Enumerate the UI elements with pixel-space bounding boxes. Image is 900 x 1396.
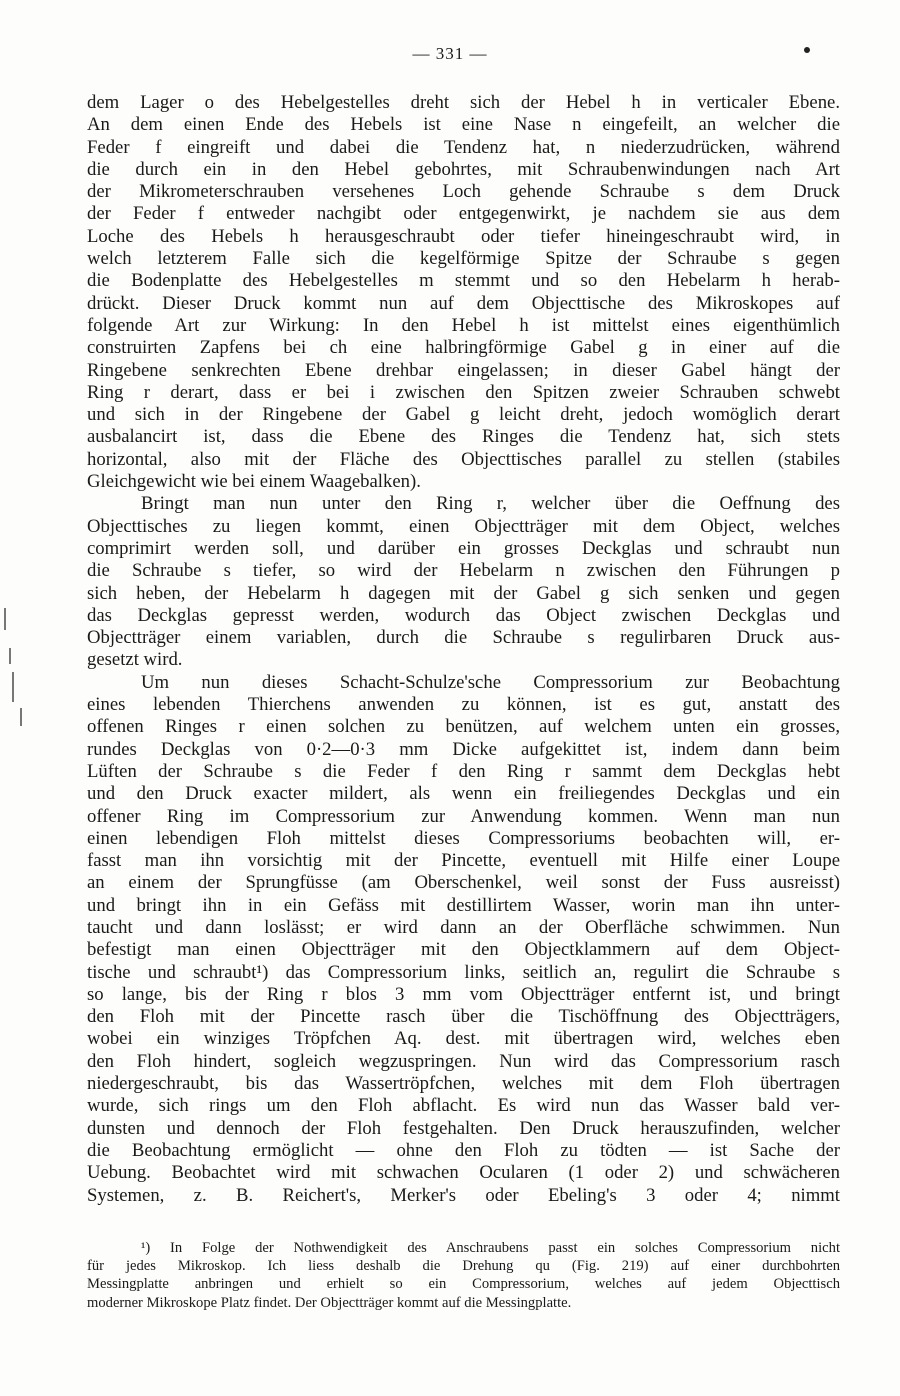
text-line: den Floh hindert, sogleich wegzuspringen. Nun wird das Compressorium rasch <box>87 1050 840 1072</box>
text-line: Ringebene senkrechten Ebene drehbar eingelassen; in dieser Gabel hängt der <box>87 359 840 381</box>
text-line: und sich in der Ringebene der Gabel g leicht dreht, jedoch womöglich derart <box>87 404 840 426</box>
text-line: befestigt man einen Objectträger mit den Objectklammern auf dem Object- <box>87 939 840 961</box>
text-line: Um nun dieses Schacht-Schulze'sche Compressorium zur Beobachtung <box>141 671 840 693</box>
text-line: dunsten und dennoch der Floh festgehalten. Den Druck herauszufinden, welcher <box>87 1117 840 1139</box>
text-line: sich heben, der Hebelarm h dagegen mit der Gabel g sich senken und gegen <box>87 582 840 604</box>
text-line: das Deckglas gepresst werden, wodurch das Object zwischen Deckglas und <box>87 604 840 626</box>
text-line: Bringt man nun unter den Ring r, welcher über die Oeffnung des <box>141 493 840 515</box>
text-line: tische und schraubt¹) das Compressorium links, seitlich an, regulirt die Schraube s <box>87 961 840 983</box>
scan-edge-marks <box>0 590 24 730</box>
footnote-line: Messingplatte anbringen und erhielt so ein Compressorium, welches auf jedem Objecttisch <box>87 1276 840 1293</box>
text-line: Feder f eingreift und dabei die Tendenz hat, n niederzudrücken, während <box>87 136 840 158</box>
text-line: Loche des Hebels h herausgeschraubt oder tiefer hineingeschraubt wird, in <box>87 225 840 247</box>
text-line: und bringt ihn in ein Gefäss mit destillirtem Wasser, worin man ihn unter- <box>87 894 840 916</box>
text-line: eines lebenden Thierchens anwenden zu können, ist es gut, anstatt des <box>87 694 840 716</box>
text-line: an einem der Sprungfüsse (am Oberschenkel, weil sonst der Fuss ausreisst) <box>87 872 840 894</box>
text-line: An dem einen Ende des Hebels ist eine Nase n eingefeilt, an welcher die <box>87 114 840 136</box>
text-line: Lüften der Schraube s die Feder f den Ring r sammt dem Deckglas hebt <box>87 760 840 782</box>
text-line: fasst man ihn vorsichtig mit der Pincette, eventuell mit Hilfe einer Loupe <box>87 850 840 872</box>
main-text <box>87 92 840 1207</box>
page-number: — 331 — <box>412 44 488 63</box>
text-line: und den Druck exacter mildert, als wenn ein freiliegendes Deckglas und ein <box>87 783 840 805</box>
footnote-line: für jedes Mikroskop. Ich liess deshalb die Drehung qu (Fig. 219) auf einer durchbohrten <box>87 1258 840 1275</box>
text-line: wobei ein winziges Tröpfchen Aq. dest. mit übertragen wird, welches eben <box>87 1028 840 1050</box>
text-line: der Feder f entweder nachgibt oder entgegenwirkt, je nachdem sie aus dem <box>87 203 840 225</box>
text-line: welch letzterem Falle sich die kegelförmige Spitze der Schraube s gegen <box>87 248 840 270</box>
text-line: Ring r derart, dass er bei i zwischen den Spitzen zweier Schrauben schwebt <box>87 381 840 403</box>
text-line: dem Lager o des Hebelgestelles dreht sich der Hebel h in verticaler Ebene. <box>87 92 840 113</box>
text-line: ausbalancirt ist, dass die Ebene des Ringes die Tendenz hat, sich stets <box>87 426 840 448</box>
text-line: offener Ring im Compressorium zur Anwendung kommen. Wenn man nun <box>87 805 840 827</box>
text-line: der Mikrometerschrauben versehenes Loch gehende Schraube s dem Druck <box>87 181 840 203</box>
text-line: offenen Ringes r einen solchen zu benützen, auf welchem unten ein grosses, <box>87 716 840 738</box>
text-line: Uebung. Beobachtet wird mit schwachen Ocularen (1 oder 2) und schwächeren <box>87 1162 840 1184</box>
text-line: die Schraube s tiefer, so wird der Hebelarm n zwischen den Führungen p <box>87 560 840 582</box>
paragraph-3 <box>87 672 840 1207</box>
footnote-line: moderner Mikroskope Platz findet. Der Objectträger kommt auf die Messingplatte. <box>87 1294 572 1311</box>
text-line: so lange, bis der Ring r blos 3 mm vom Objectträger entfernt ist, und bringt <box>87 983 840 1005</box>
ink-dot <box>804 47 810 53</box>
text-line: den Floh mit der Pincette rasch über die Tischöffnung des Objectträgers, <box>87 1006 840 1028</box>
text-line: die durch ein in den Hebel gebohrtes, mit Schraubenwindungen nach Art <box>87 158 840 180</box>
footnote <box>87 1239 840 1312</box>
text-line: taucht und dann loslässt; er wird dann an der Oberfläche schwimmen. Nun <box>87 916 840 938</box>
text-line: Objecttisches zu liegen kommt, einen Objectträger mit dem Object, welches <box>87 515 840 537</box>
text-line: Objectträger einem variablen, durch die Schraube s regulirbaren Druck aus- <box>87 627 840 649</box>
text-line: construirten Zapfens bei ch eine halbringförmige Gabel g in einer auf die <box>87 337 840 359</box>
text-line: Systemen, z. B. Reichert's, Merker's oder Ebeling's 3 oder 4; nimmt <box>87 1184 840 1206</box>
footnote-line: ¹) In Folge der Nothwendigkeit des Anschraubens passt ein solches Compressorium nicht <box>141 1240 840 1256</box>
text-line: die Beobachtung ermöglicht — ohne den Floh zu tödten — ist Sache der <box>87 1139 840 1161</box>
text-line: einen lebendigen Floh mittelst dieses Compressoriums beobachten will, er- <box>87 827 840 849</box>
text-line: niedergeschraubt, bis das Wassertröpfchen, welches mit dem Floh übertragen <box>87 1073 840 1095</box>
text-line: wurde, sich rings um den Floh abflacht. Es wird nun das Wasser bald ver- <box>87 1095 840 1117</box>
text-line: gesetzt wird. <box>87 649 183 671</box>
text-line: horizontal, also mit der Fläche des Objecttisches parallel zu stellen (stabiles <box>87 448 840 470</box>
paragraph-2 <box>87 493 840 671</box>
text-line: drückt. Dieser Druck kommt nun auf dem Objecttische des Mikroskopes auf <box>87 292 840 314</box>
text-line: comprimirt werden soll, und darüber ein grosses Deckglas und schraubt nun <box>87 537 840 559</box>
paragraph-1 <box>87 92 840 493</box>
text-line: rundes Deckglas von 0·2—0·3 mm Dicke aufgekittet ist, indem dann beim <box>87 738 840 760</box>
text-line: die Bodenplatte des Hebelgestelles m stemmt und so den Hebelarm h herab- <box>87 270 840 292</box>
text-line: folgende Art zur Wirkung: In den Hebel h ist mittelst eines eigenthümlich <box>87 314 840 336</box>
text-line: Gleichgewicht wie bei einem Waagebalken). <box>87 471 421 493</box>
